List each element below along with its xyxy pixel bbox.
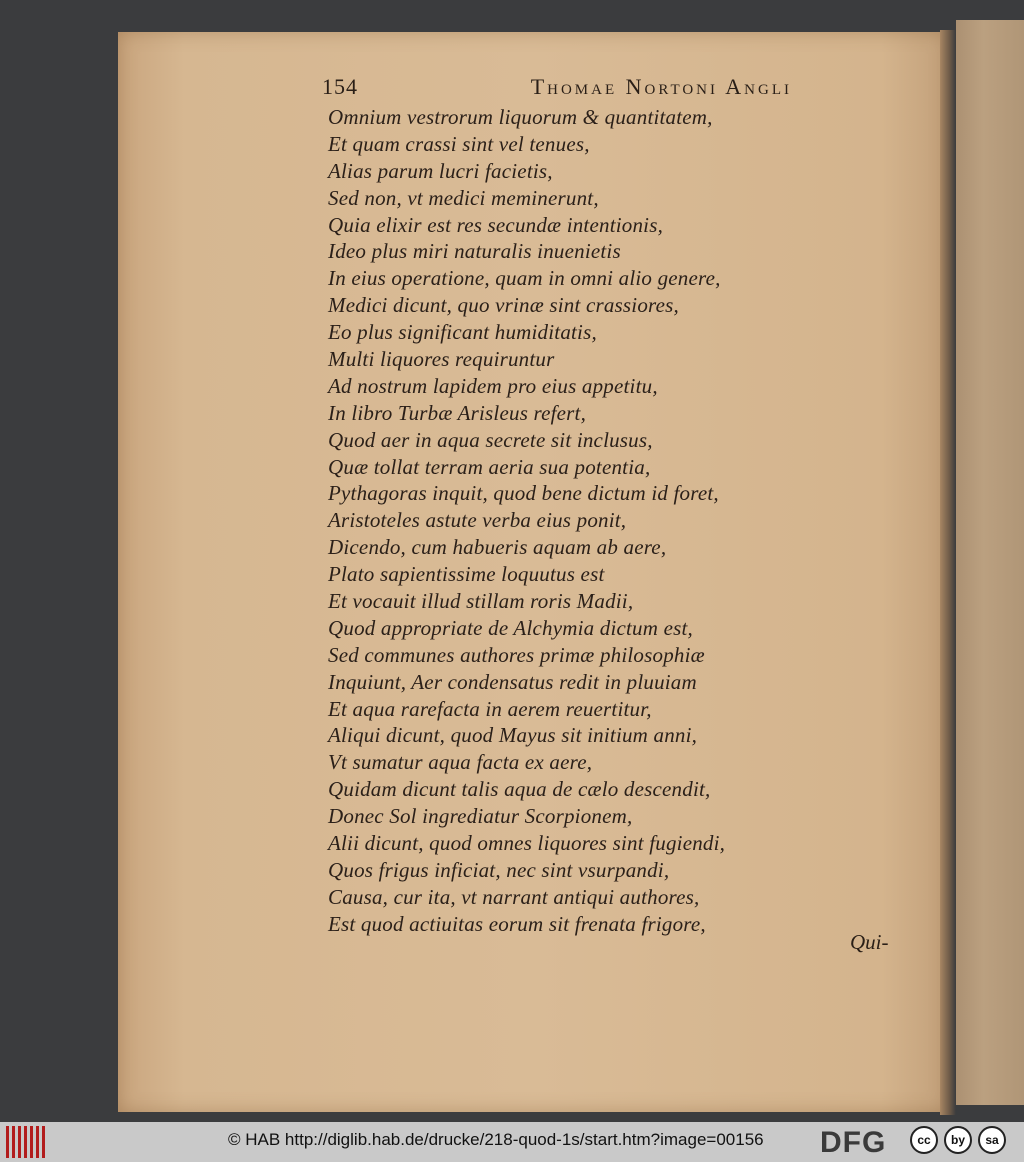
dfg-logo: DFG bbox=[820, 1126, 887, 1159]
verse-line: In eius operatione, quam in omni alio genere, bbox=[328, 266, 721, 291]
verse-line: Aristoteles astute verba eius ponit, bbox=[328, 508, 627, 533]
hab-logo-icon bbox=[6, 1126, 46, 1158]
page-header bbox=[322, 74, 792, 106]
verse-line: Sed non, vt medici meminerunt, bbox=[328, 185, 599, 210]
page-number: 154 bbox=[322, 74, 358, 99]
verse-line: Est quod actiuitas eorum sit frenata frigore, bbox=[328, 911, 706, 936]
verse-line: Quidam dicunt talis aqua de cælo descendit, bbox=[328, 777, 711, 802]
verse-line: Inquiunt, Aer condensatus redit in pluuiam bbox=[328, 669, 697, 694]
verse-line: Quia elixir est res secundæ intentionis, bbox=[328, 212, 664, 237]
verse-line: Aliqui dicunt, quod Mayus sit initium anni, bbox=[328, 723, 698, 748]
footer-bar bbox=[0, 1122, 1024, 1162]
verse-line: Donec Sol ingrediatur Scorpionem, bbox=[328, 804, 633, 829]
facing-page-edge bbox=[956, 20, 1024, 1105]
catchword: Qui- bbox=[850, 930, 889, 954]
verse-line: Alii dicunt, quod omnes liquores sint fugiendi, bbox=[328, 831, 726, 856]
running-title: Thomae Nortoni Angli bbox=[530, 74, 792, 99]
verse-line: Quæ tollat terram aeria sua potentia, bbox=[328, 454, 651, 479]
verse-line: Alias parum lucri facietis, bbox=[328, 158, 553, 183]
verse-line: Et quam crassi sint vel tenues, bbox=[328, 131, 590, 156]
verse-line: Vt sumatur aqua facta ex aere, bbox=[328, 750, 593, 775]
verse-line: Dicendo, cum habueris aquam ab aere, bbox=[328, 535, 667, 560]
verse-line: Ideo plus miri naturalis inuenietis bbox=[328, 239, 621, 264]
verse-list bbox=[328, 104, 798, 938]
verse-line: Pythagoras inquit, quod bene dictum id foret, bbox=[328, 481, 719, 506]
verse-line: Quod appropriate de Alchymia dictum est, bbox=[328, 615, 693, 640]
book-gutter bbox=[940, 30, 956, 1115]
verse-line: In libro Turbæ Arisleus refert, bbox=[328, 400, 587, 425]
verse-line: Multi liquores requiruntur bbox=[328, 347, 555, 372]
source-link[interactable]: © HAB http://diglib.hab.de/drucke/218-quod-1s/start.htm?image=00156 bbox=[228, 1130, 764, 1149]
verse-line: Medici dicunt, quo vrinæ sint crassiores, bbox=[328, 293, 679, 318]
verse-line: Sed communes authores primæ philosophiæ bbox=[328, 642, 705, 667]
cc-icon: cc bbox=[910, 1126, 938, 1154]
verse-line: Quod aer in aqua secrete sit inclusus, bbox=[328, 427, 653, 452]
verse-line: Ad nostrum lapidem pro eius appetitu, bbox=[328, 373, 658, 398]
sa-icon: sa bbox=[978, 1126, 1006, 1154]
verse-line: Eo plus significant humiditatis, bbox=[328, 320, 597, 345]
verse-line: Omnium vestrorum liquorum & quantitatem, bbox=[328, 105, 713, 129]
license-badges bbox=[910, 1126, 1006, 1154]
verse-line: Causa, cur ita, vt narrant antiqui authores, bbox=[328, 884, 700, 909]
verse-line: Et vocauit illud stillam roris Madii, bbox=[328, 589, 634, 614]
verse-line: Plato sapientissime loquutus est bbox=[328, 562, 605, 587]
verse-line: Quos frigus inficiat, nec sint vsurpandi, bbox=[328, 857, 670, 882]
by-icon: by bbox=[944, 1126, 972, 1154]
verse-line: Et aqua rarefacta in aerem reuertitur, bbox=[328, 696, 652, 721]
